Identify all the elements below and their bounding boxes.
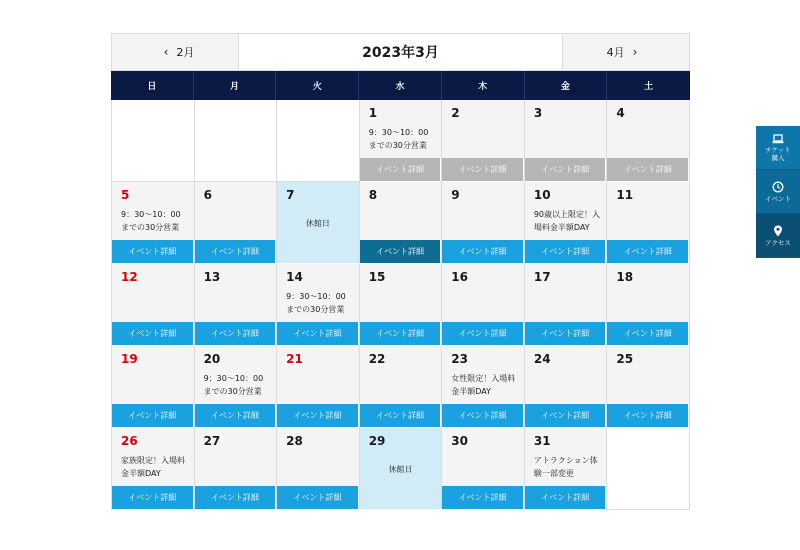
day-cell [112,428,195,510]
weekday-fri: 金 [525,71,608,100]
weekday-mon: 月 [194,71,277,100]
day-number: 30 [451,434,468,448]
event-detail-button[interactable]: イベント詳細 [195,486,277,509]
day-note: 9：30〜10：00 までの30分営業 [203,374,264,396]
event-detail-button[interactable]: イベント詳細 [277,322,359,345]
day-number: 26 [121,434,138,448]
day-number: 8 [368,188,378,202]
event-detail-button[interactable]: イベント詳細 [195,240,277,263]
day-number: 25 [616,352,634,366]
day-cell [195,264,278,346]
day-number: 7 [286,188,295,202]
day-cell [277,428,360,510]
closed-day-cell [277,182,360,264]
day-note: 9：30〜10：00 までの30分営業 [368,128,429,150]
event-detail-button[interactable]: イベント詳細 [195,322,277,345]
day-number: 24 [533,352,551,366]
day-cell [607,182,690,264]
map-pin-icon [773,225,783,237]
day-cell [360,346,443,428]
day-cell [277,264,360,346]
day-number: 23 [451,352,468,366]
day-number: 27 [203,434,221,448]
event-detail-button[interactable]: イベント詳細 [112,486,194,509]
day-cell [607,100,690,182]
event-detail-button[interactable]: イベント詳細 [112,404,194,427]
event-detail-button[interactable]: イベント詳細 [607,322,689,345]
empty-day-cell [195,100,278,182]
day-cell [360,264,443,346]
day-cell [525,264,608,346]
side-ticket-label: チケット 購入 [765,145,791,162]
day-cell [112,346,195,428]
day-number: 9 [451,188,460,202]
day-cell [442,100,525,182]
day-number: 20 [203,352,221,366]
day-number: 1 [368,106,378,120]
empty-day-cell [112,100,195,182]
event-detail-button[interactable]: イベント詳細 [360,322,442,345]
day-cell [525,346,608,428]
day-number: 17 [533,270,551,284]
day-cell [525,182,608,264]
next-month-label: 4月 [606,46,625,59]
day-cell [607,346,690,428]
day-number: 4 [616,106,625,120]
day-number: 12 [121,270,138,284]
day-note: 女性限定！入場料 金半額DAY [451,374,516,396]
day-number: 5 [121,188,130,202]
prev-month-button[interactable] [112,34,239,70]
weekday-thu: 木 [442,71,525,100]
day-cell [525,100,608,182]
day-number: 14 [286,270,303,284]
next-month-button[interactable] [562,34,689,70]
event-detail-button[interactable]: イベント詳細 [442,158,524,181]
day-number: 19 [121,352,138,366]
event-detail-button[interactable]: イベント詳細 [525,240,607,263]
weekday-header [111,71,690,100]
day-cell [442,428,525,510]
day-cell [442,346,525,428]
month-navigation [111,33,690,71]
day-number: 13 [203,270,221,284]
closed-day-cell [360,428,443,510]
event-calendar [111,33,690,510]
day-note: 9：30〜10：00 までの30分営業 [286,292,346,314]
day-number: 29 [368,434,386,448]
empty-day-cell [607,428,690,510]
day-number: 6 [203,188,212,202]
day-cell [195,346,278,428]
weekday-wed: 水 [359,71,442,100]
day-cell [360,100,443,182]
event-detail-button[interactable]: イベント詳細 [112,322,194,345]
event-detail-button[interactable]: イベント詳細 [277,486,359,509]
event-detail-button[interactable]: イベント詳細 [442,322,524,345]
clock-icon [772,181,784,193]
day-number: 11 [616,188,634,202]
day-cell [277,346,360,428]
event-detail-button[interactable]: イベント詳細 [525,158,607,181]
event-detail-button[interactable]: イベント詳細 [442,486,524,509]
month-title: 2023年3月 [239,34,562,70]
chevron-right-icon: › [632,45,638,59]
day-cell [442,182,525,264]
day-cell [112,264,195,346]
day-number: 10 [533,188,551,202]
event-detail-button[interactable]: イベント詳細 [360,158,442,181]
day-number: 3 [533,106,543,120]
day-note: アトラクション体 験一部変更 [533,456,598,478]
event-detail-button[interactable]: イベント詳細 [112,240,194,263]
event-detail-button[interactable]: イベント詳細 [360,404,442,427]
event-detail-button[interactable]: イベント詳細 [607,158,689,181]
day-note: 家族限定！入場料 金半額DAY [121,456,185,478]
day-number: 16 [451,270,468,284]
day-number: 2 [451,106,460,120]
day-cell [525,428,608,510]
event-detail-button[interactable]: イベント詳細 [607,404,689,427]
event-detail-button[interactable]: イベント詳細 [525,322,607,345]
event-detail-button[interactable]: イベント詳細 [277,404,359,427]
day-number: 31 [533,434,551,448]
chevron-left-icon: ‹ [163,45,169,59]
calendar-grid [111,100,690,510]
empty-day-cell [277,100,360,182]
day-cell [195,182,278,264]
day-note: 90歳以上限定！入 場料金半額DAY [533,210,601,232]
day-cell [195,428,278,510]
event-detail-button[interactable]: イベント詳細 [442,240,524,263]
side-navigation [756,126,800,258]
day-note: 9：30〜10：00 までの30分営業 [121,210,181,232]
day-number: 21 [286,352,303,366]
day-number: 18 [616,270,634,284]
ticket-purchase-button[interactable] [756,126,800,170]
laptop-icon [772,134,784,144]
closed-day-label: 休館日 [388,465,413,474]
day-cell [607,264,690,346]
day-number: 15 [368,270,386,284]
prev-month-label: 2月 [176,46,195,59]
event-detail-button[interactable]: イベント詳細 [607,240,689,263]
access-button[interactable] [756,214,800,258]
event-detail-button[interactable]: イベント詳細 [525,486,607,509]
event-detail-button[interactable]: イベント詳細 [525,404,607,427]
day-cell [360,182,443,264]
event-detail-button[interactable]: イベント詳細 [442,404,524,427]
side-access-label: アクセス [765,238,791,247]
weekday-sun: 日 [111,71,194,100]
event-detail-button[interactable]: イベント詳細 [195,404,277,427]
event-button[interactable] [756,170,800,214]
event-detail-button[interactable]: イベント詳細 [360,240,442,263]
day-cell [442,264,525,346]
side-event-label: イベント [765,194,791,203]
day-cell [112,182,195,264]
day-number: 22 [368,352,386,366]
closed-day-label: 休館日 [305,219,330,228]
weekday-sat: 土 [644,82,654,92]
day-number: 28 [286,434,303,448]
weekday-tue: 火 [276,71,359,100]
